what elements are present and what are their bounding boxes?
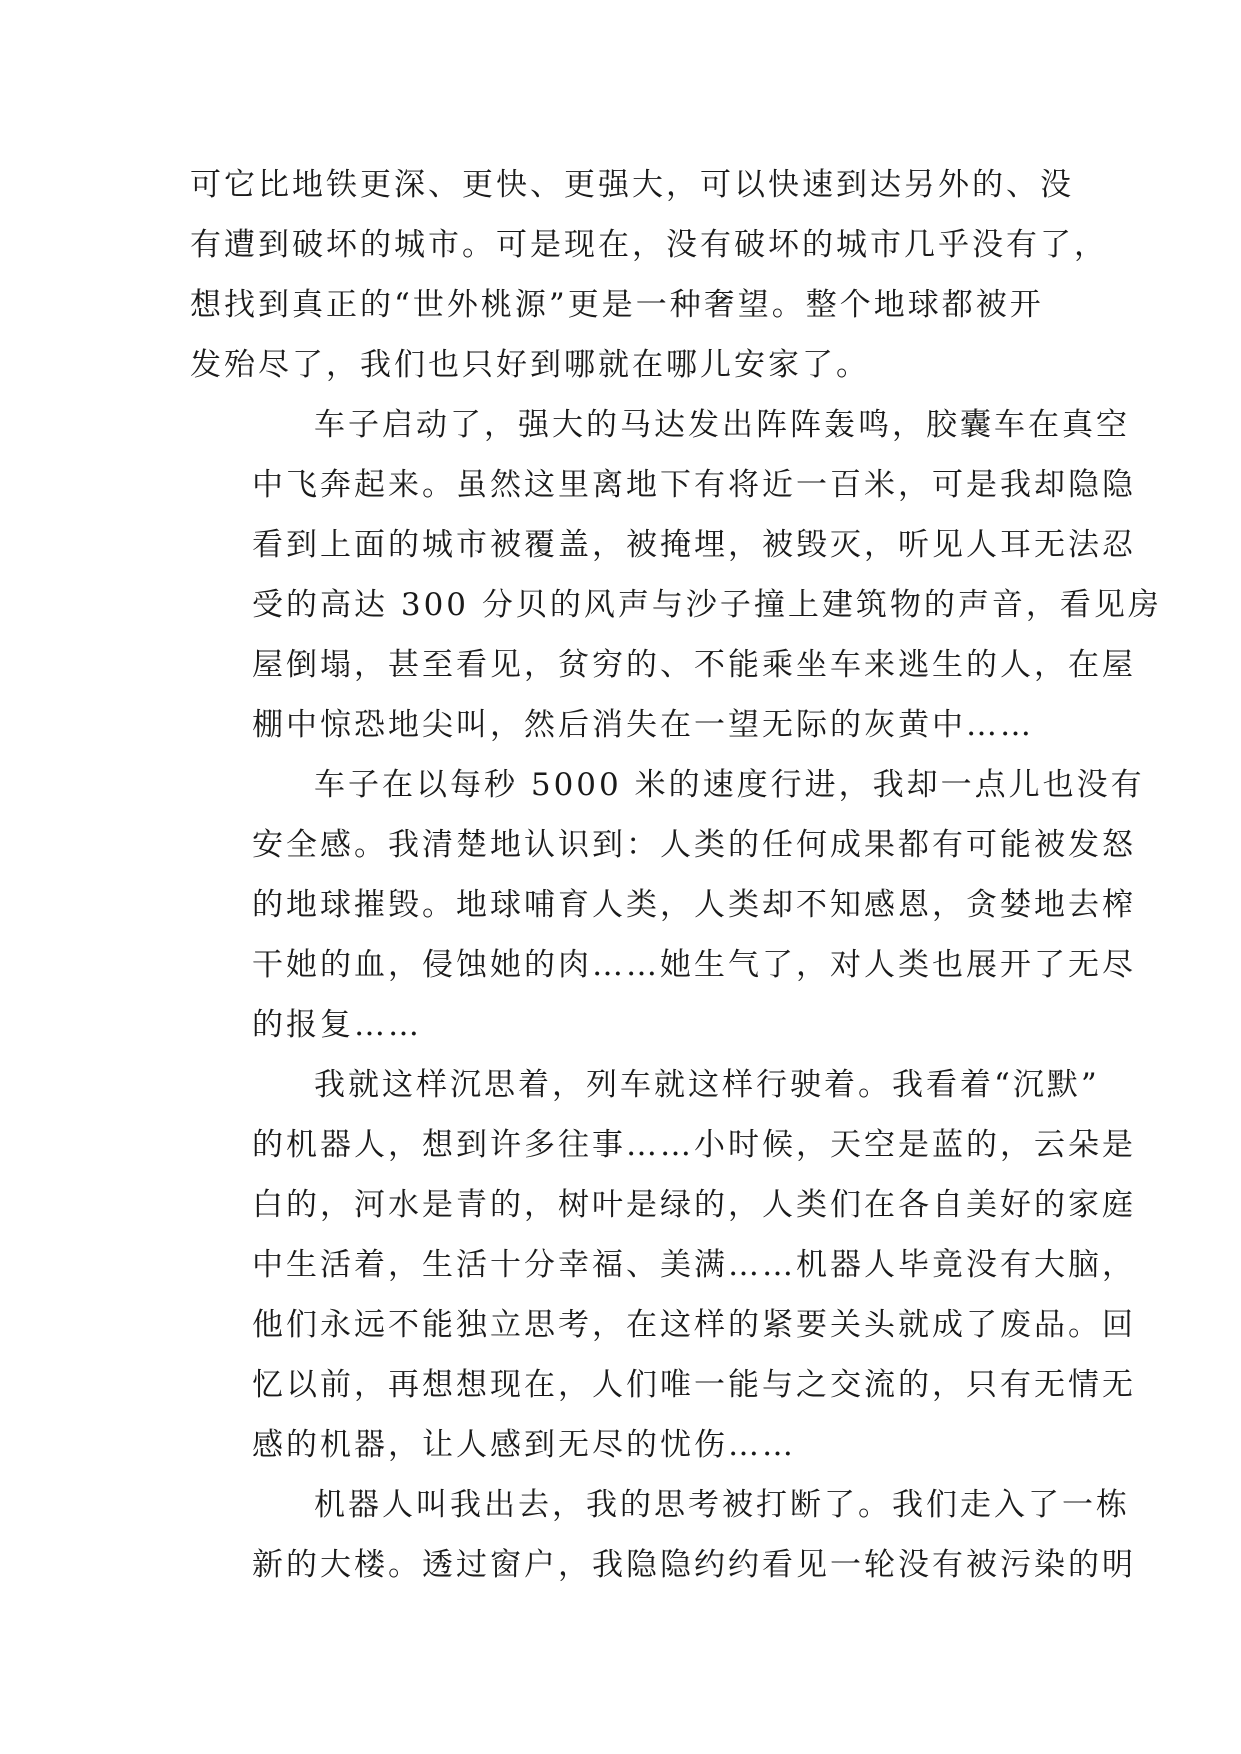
text-line: 车子在以每秒 5000 米的速度行进，我却一点儿也没有 — [314, 767, 1145, 803]
text-line: 我就这样沉思着，列车就这样行驶着。我看着“沉默” — [314, 1067, 1100, 1103]
text-line: 想找到真正的“世外桃源”更是一种奢望。整个地球都被开 — [190, 287, 1044, 323]
text-line: 屋倒塌，甚至看见，贫穷的、不能乘坐车来逃生的人，在屋 — [252, 647, 1136, 683]
text-line: 白的，河水是青的，树叶是绿的，人类们在各自美好的家庭 — [252, 1187, 1136, 1223]
text-line: 发殆尽了，我们也只好到哪就在哪儿安家了。 — [190, 347, 870, 383]
text-line: 忆以前，再想想现在，人们唯一能与之交流的，只有无情无 — [252, 1367, 1136, 1403]
text-line: 他们永远不能独立思考，在这样的紧要关头就成了废品。回 — [252, 1307, 1136, 1343]
text-line: 新的大楼。透过窗户，我隐隐约约看见一轮没有被污染的明 — [252, 1547, 1136, 1583]
text-line: 看到上面的城市被覆盖，被掩埋，被毁灭，听见人耳无法忍 — [252, 527, 1136, 563]
text-line: 的报复…… — [252, 1007, 422, 1043]
text-line: 感的机器，让人感到无尽的忧伤…… — [252, 1427, 796, 1463]
text-line: 车子启动了，强大的马达发出阵阵轰鸣，胶囊车在真空 — [314, 407, 1130, 443]
text-line: 机器人叫我出去，我的思考被打断了。我们走入了一栋 — [314, 1487, 1130, 1523]
text-line: 中生活着，生活十分幸福、美满……机器人毕竟没有大脑， — [252, 1247, 1136, 1283]
text-line: 受的高达 300 分贝的风声与沙子撞上建筑物的声音，看见房 — [252, 587, 1162, 623]
text-line: 安全感。我清楚地认识到：人类的任何成果都有可能被发怒 — [252, 827, 1136, 863]
text-line: 中飞奔起来。虽然这里离地下有将近一百米，可是我却隐隐 — [252, 467, 1136, 503]
paragraph — [190, 1475, 1136, 1595]
text-line: 的地球摧毁。地球哺育人类，人类却不知感恩，贪婪地去榨 — [252, 887, 1136, 923]
paragraph — [190, 155, 1108, 395]
text-line: 干她的血，侵蚀她的肉……她生气了，对人类也展开了无尽 — [252, 947, 1136, 983]
text-line: 的机器人，想到许多往事……小时候，天空是蓝的，云朵是 — [252, 1127, 1136, 1163]
text-line: 可它比地铁更深、更快、更强大，可以快速到达另外的、没 — [190, 167, 1074, 203]
paragraph — [190, 755, 1145, 1055]
document-body — [190, 155, 1162, 1595]
text-line: 棚中惊恐地尖叫，然后消失在一望无际的灰黄中…… — [252, 707, 1034, 743]
paragraph — [190, 1055, 1136, 1475]
paragraph — [190, 395, 1162, 755]
text-line: 有遭到破坏的城市。可是现在，没有破坏的城市几乎没有了， — [190, 227, 1108, 263]
